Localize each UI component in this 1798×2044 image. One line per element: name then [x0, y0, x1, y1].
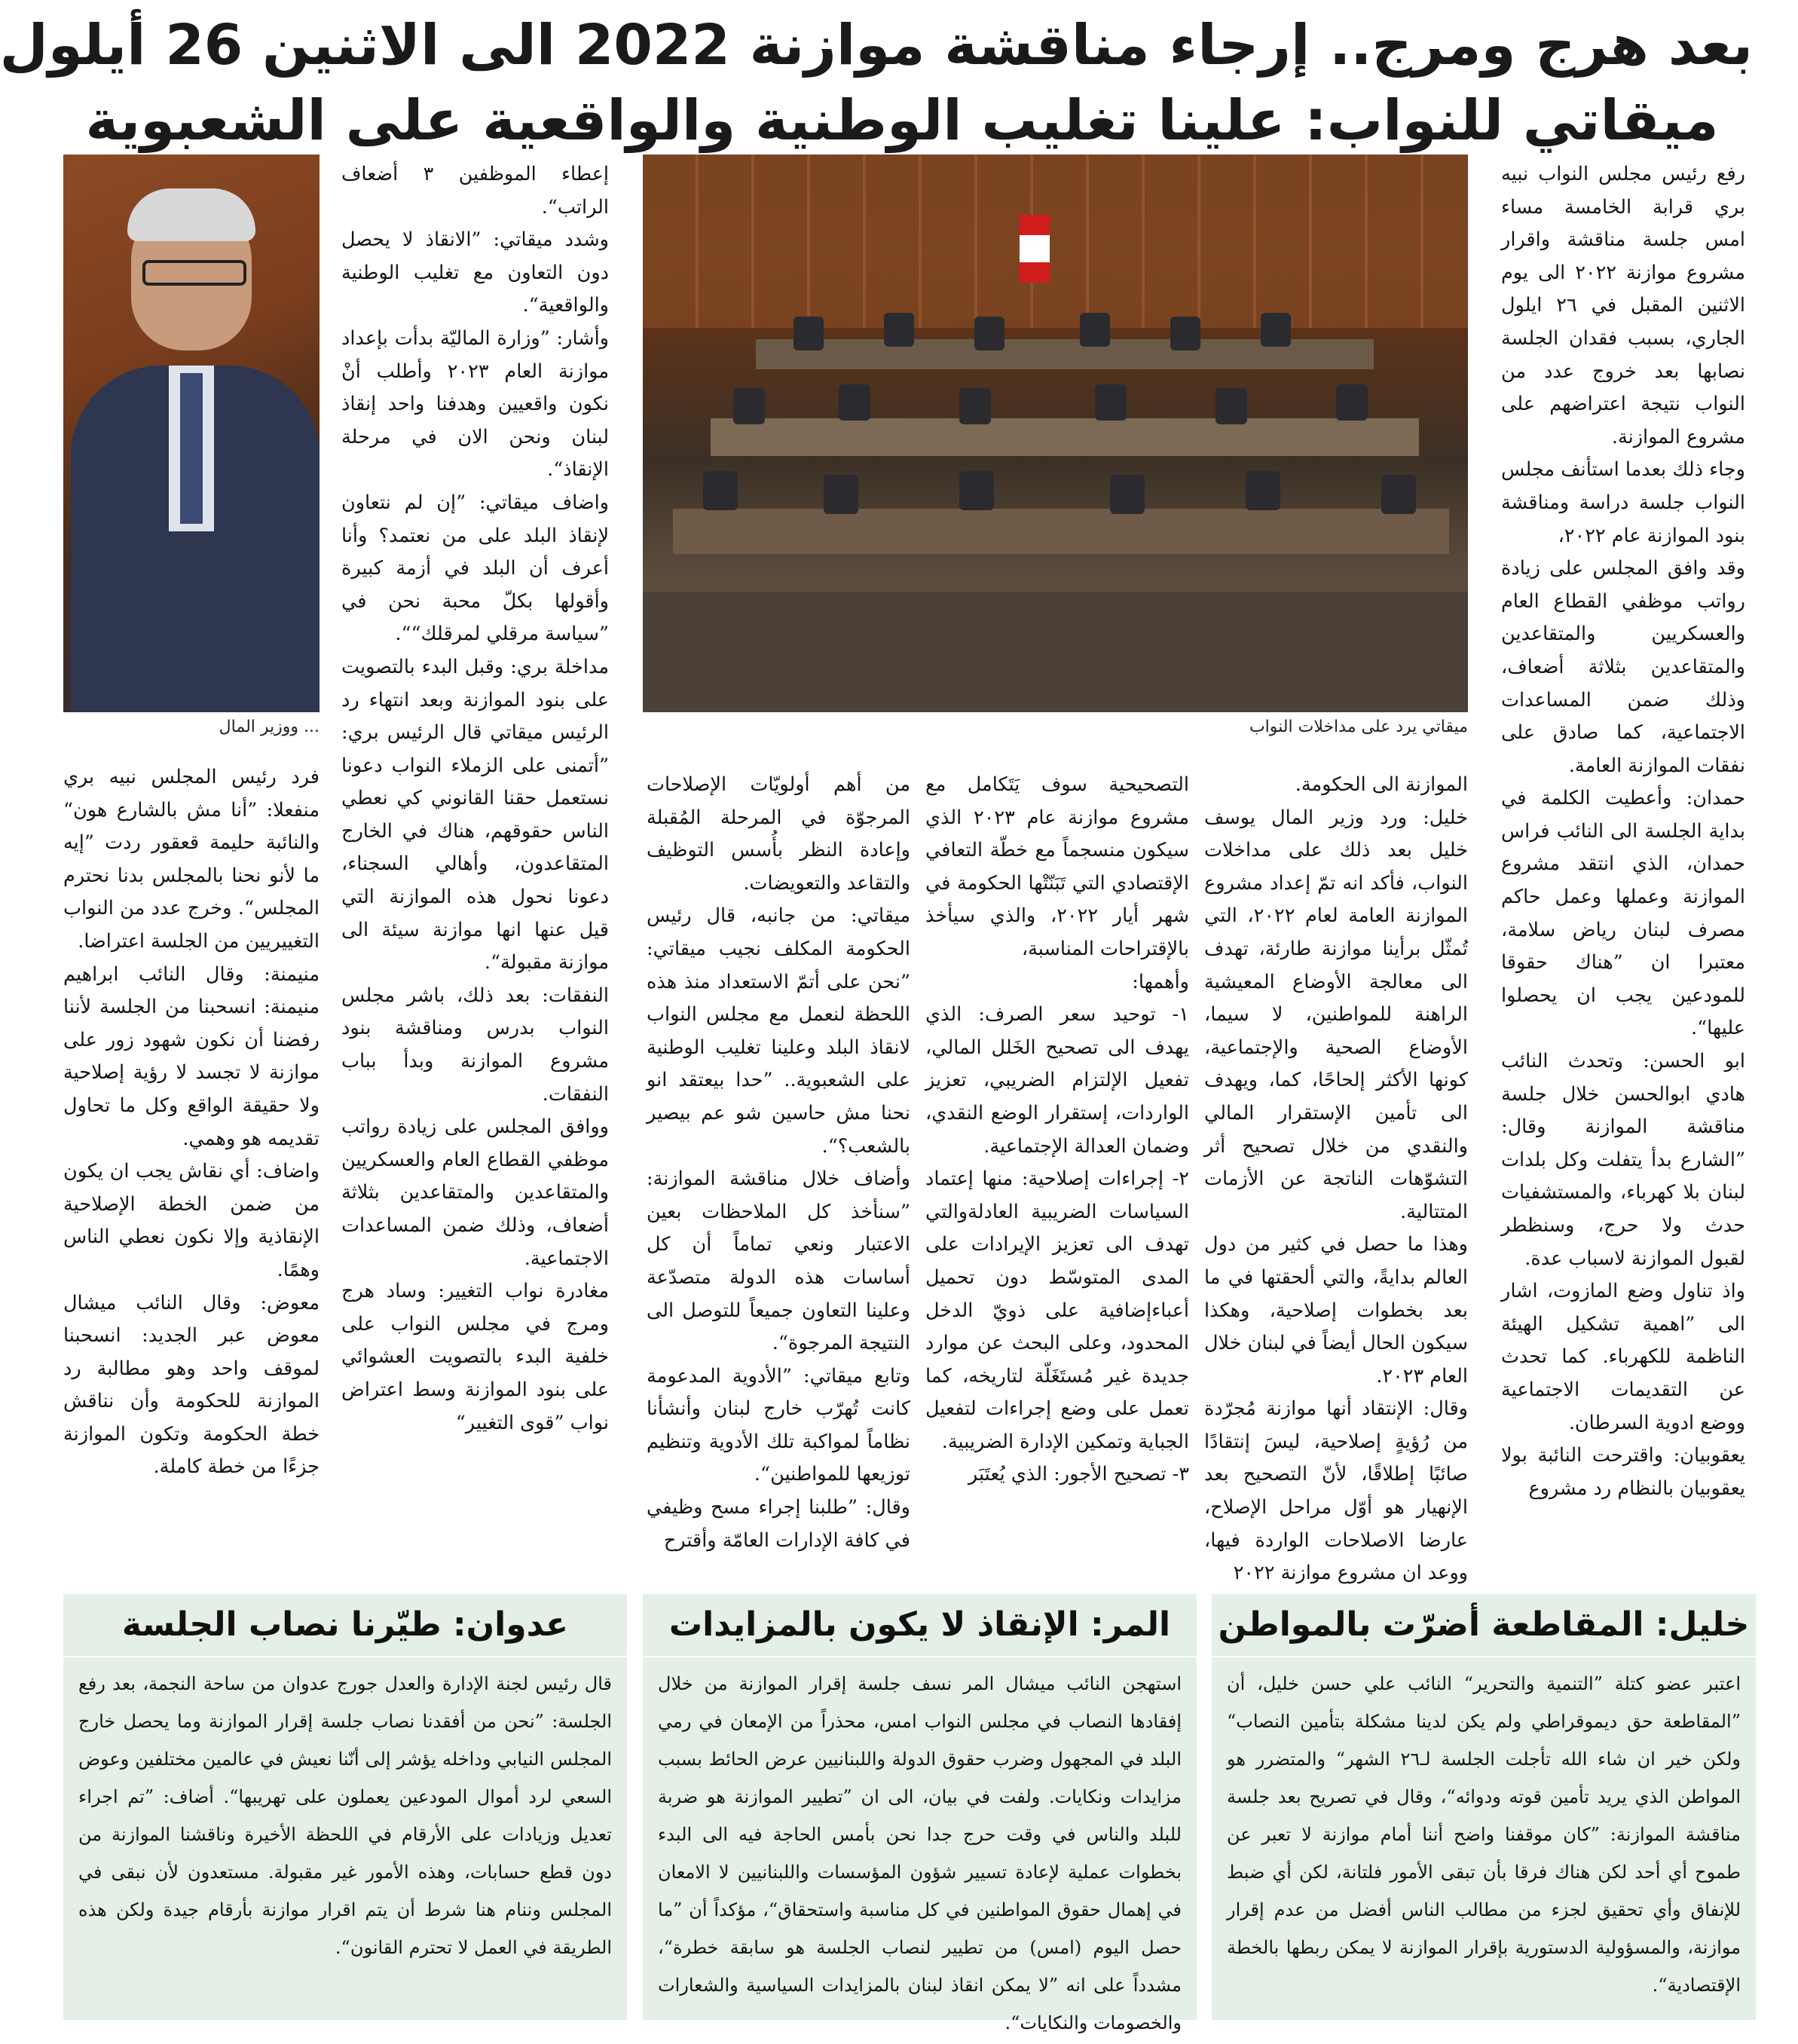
- box-title: خليل: المقاطعة أضرّت بالمواطن: [1212, 1594, 1756, 1657]
- paragraph: النفقات: بعد ذلك، باشر مجلس النواب بدرس ومناقشة بنود مشروع الموازنة وبدأ بباب النفقات.: [341, 984, 609, 1106]
- article-column: [925, 769, 1189, 1590]
- article-column-middle: [341, 158, 609, 1590]
- paragraph: وهذا ما حصل في كثير من دول العالم بدايةً، والتي ألحقتها في ما بعد بخطوات إصلاحية، وهكذا سيكون الحال أيضاً في لبنان خلال العام ٢٠٢٣.: [1204, 1233, 1468, 1388]
- paragraph: خليل: ورد وزير المال يوسف خليل بعد ذلك على مداخلات النواب، فأكد انه تمّ إعداد مشروع الموازنة العامة لعام ٢٠٢٢، التي تُمثّل برأينا موازنة طارئة، تهدف الى معالجة الأوضاع المعيشية الراهنة للمواطنين، لا سيما، الأوضاع الصحية والإجتماعية، كونها الأكثر إلحاحًا، كما، ويهدف الى تأمين الإستقرار المالي والنقدي من خلال تصحيح أثر التشوّهات الناتجة عن الأزمات المتتالية.: [1204, 806, 1469, 1223]
- paragraph: وأضاف خلال مناقشة الموازنة: ”سنأخذ كل الملاحظات بعين الاعتبار ونعي تماماً أن كل أساسات هذه الدولة متصدّعة وعلينا التعاون جميعاً للتوصل الى النتيجة المرجوة“.: [647, 1167, 910, 1355]
- paragraph: إعطاء الموظفين ٣ أضعاف الراتب“.: [341, 163, 609, 219]
- paragraph: يعقوبيان: واقترحت النائبة بولا يعقوبيان بالنظام رد مشروع: [1501, 1444, 1745, 1500]
- paragraph: وتابع ميقاتي: ”الأدوية المدعومة كانت تُهرّب خارج لبنان وأنشأنا نظاماً لمواكبة تلك الأدوية وتنظيم توزيعها للمواطنين“.: [647, 1364, 910, 1486]
- headline-line-1: بعد هرج ومرج.. إرجاء مناقشة موازنة 2022 الى الاثنين 26 أيلول: [0, 13, 1753, 78]
- paragraph: ميقاتي: من جانبه، قال رئيس الحكومة المكلف نجيب ميقاتي: ”نحن على أتمّ الاستعداد منذ هذه اللحظة لنعمل مع مجلس النواب لانقاذ البلد وعلينا تغليب الوطنية على الشعبوية.. ”حدا بيعتقد انو نحنا مش حاسين شو عم بيصير بالشعب؟“.: [647, 904, 910, 1158]
- article-column: [1204, 769, 1468, 1590]
- paragraph: ١- توحيد سعر الصرف: الذي يهدف الى تصحيح الخَلل المالي، تفعيل الإلتزام الضريبي، تعزيز الواردات، إستقرار الوضع النقدي، وضمان العدالة الإجتماعية.: [925, 1003, 1189, 1158]
- sidebar-box-khalil: [1212, 1594, 1756, 2020]
- paragraph: ووافق المجلس على زيادة رواتب موظفي القطاع العام والعسكريين والمتقاعدين والمتقاعدين بثلاثة أضعاف، وذلك ضمن المساعدات الاجتماعية.: [341, 1115, 609, 1270]
- paragraph: واضاف ميقاتي: ”إن لم نتعاون لإنقاذ البلد على من نعتمد؟ وأنا أعرف أن البلد في أزمة كبيرة وأقولها بكلّ محبة نحن في ”سياسة مرقلي لمرقلك““.: [341, 491, 609, 646]
- paragraph: وقال: ”طلبنا إجراء مسح وظيفي في كافة الإدارات العامّة وأقترح: [647, 1496, 910, 1552]
- box-title: المر: الإنقاذ لا يكون بالمزايدات: [643, 1594, 1197, 1657]
- paragraph: حمدان: وأعطيت الكلمة في بداية الجلسة الى النائب فراس حمدان، الذي انتقد مشروع الموازنة وعملها وعمل حاكم مصرف لبنان رياض سلامة، معتبرا ان ”هناك حقوقا للمودعين يجب ان يحصلوا عليها“.: [1501, 787, 1745, 1040]
- sidebar-box-murr: [643, 1594, 1197, 2033]
- paragraph: رفع رئيس مجلس النواب نبيه بري قرابة الخامسة مساء امس جلسة مناقشة واقرار مشروع موازنة ٢٠٢٢ الى يوم الاثنين المقبل في ٢٦ ايلول الجاري، بسبب فقدان الجلسة نصابها بعد خروج عدد من النواب نتيجة اعتراضهم على مشروع الموازنة.: [1501, 163, 1745, 448]
- paragraph: واذ تناول وضع المازوت، اشار الى ”اهمية تشكيل الهيئة الناظمة للكهرباء. كما تحدث عن التقديمات الاجتماعية ووضع ادوية السرطان.: [1501, 1280, 1745, 1434]
- sidebar-box-adwan: [63, 1594, 627, 2020]
- paragraph: فرد رئيس المجلس نبيه بري منفعلا: ”أنا مش بالشارع هون“ والنائبة حليمة قعقور ردت ”إيه ما لأنو نحنا بالمجلس بدنا نحترم المجلس“. وخرج عدد من النواب التغييريين من الجلسة اعتراضا.: [63, 766, 320, 953]
- paragraph: الموازنة الى الحكومة.: [1295, 773, 1468, 796]
- paragraph: معوض: وقال النائب ميشال معوض عبر الجديد: انسحبنا لموقف واحد وهو مطالبة رد الموازنة للحكومة وأن نناقش خطة الحكومة وتكون الموازنة جزءًا من خطة كاملة.: [63, 1291, 320, 1479]
- paragraph: وقد وافق المجلس على زيادة رواتب موظفي القطاع العام والعسكريين والمتقاعدين والمتقاعدين بثلاثة أضعاف، وذلك ضمن المساعدات الاجتماعية، كما صادق على نفقات الموازنة العامة.: [1501, 557, 1745, 777]
- box-text: قال رئيس لجنة الإدارة والعدل جورج عدوان من ساحة النجمة، بعد رفع الجلسة: ”نحن من أفقدنا نصاب جلسة إقرار الموازنة وما يحصل خارج المجلس النيابي وداخله يؤشر إلى أنّنا نعيش في عالمين مختلفين وعوض السعي لرد أموال المودعين يعملون على تهريبها“. أضاف: ”تم اجراء تعديل وزيادات على الأرقام في اللحظة الأخيرة وناقشنا الموازنة من دون قطع حسابات، وهذه الأمور غير مقبولة. مستعدون لأن نبقى في المجلس وننام هنا شرط أن يتم اقرار موازنة بأرقام جيدة ولكن هذه الطريقة في العمل لا تحترم القانون“.: [78, 1673, 613, 1958]
- paragraph: التصحيحية سوف يَتَكامل مع مشروع موازنة عام ٢٠٢٣ الذي سيكون منسجماً مع خطّة التعافي الإقتصادي التي تَبَنّتْها الحكومة في شهر أيار ٢٠٢٢، والذي سيأخذ بالإقتراحات المناسبة،: [925, 773, 1189, 960]
- photo-caption: ميقاتي يرد على مداخلات النواب: [1249, 718, 1468, 736]
- finance-minister-photo: [63, 155, 320, 712]
- paragraph: منيمنة: وقال النائب ابراهيم منيمنة: انسحبنا من الجلسة لأننا رفضنا أن نكون شهود زور على موازنة لا تجسد لا رؤية إصلاحية ولا حقيقة الواقع وكل ما تحاول تقديمه هو وهمي.: [63, 962, 320, 1150]
- paragraph: وشدد ميقاتي: ”الانقاذ لا يحصل دون التعاون مع تغليب الوطنية والواقعية“.: [341, 228, 609, 317]
- paragraph: وجاء ذلك بعدما استأنف مجلس النواب جلسة دراسة ومناقشة بنود الموازنة عام ٢٠٢٢،: [1501, 458, 1745, 547]
- photo-caption: ... ووزير المال: [219, 718, 320, 736]
- headline-line-2: ميقاتي للنواب: علينا تغليب الوطنية والواقعية على الشعبوية: [85, 88, 1719, 153]
- article-column-right: [1501, 158, 1745, 1590]
- box-title: عدوان: طيّرنا نصاب الجلسة: [63, 1594, 627, 1657]
- box-text: اعتبر عضو كتلة ”التنمية والتحرير“ النائب علي حسن خليل، أن ”المقاطعة حق ديموقراطي ولم يكن لدينا مشكلة بتأمين النصاب“ ولكن خير ان شاء الله تأجلت الجلسة لـ٢٦ الشهر“ والمتضرر هو المواطن الذي يريد تأمين قوته ودوائه“، وقال في تصريح بعد جلسة مناقشة الموازنة: ”كان موقفنا واضح أننا أمام موازنة لا تعبر عن طموح أي أحد لكن هناك فرقا بأن تبقى الأمور فلتانة، لكن أي ضبط للإنفاق وأي تحقيق لجزء من مطالب الناس أفضل من عدم إقرار موازنة، والمسؤولية الدستورية بإقرار الموازنة لا يمكن ربطها بالخطة الإقتصادية“.: [1227, 1673, 1741, 1996]
- article-column-left: [63, 761, 320, 1590]
- paragraph: وقال: الإنتقاد أنها موازنة مُجرّدة من رُؤيةٍ إصلاحية، ليسَ إنتقادًا صائبًا إطلاقًا، لأنّ التصحيح بعد الإنهيار هو أوّل مراحل الإصلاح، عارضا الاصلاحات الواردة فيها، ووعد ان مشروع موازنة ٢٠٢٢: [1204, 1397, 1468, 1585]
- paragraph: وأهمها:: [1132, 970, 1189, 993]
- paragraph: من أهم أولويّات الإصلاحات المرجوّة في المرحلة المُقبلة وإعادة النظر بأُسس التوظيف والتقاعد والتعويضات.: [647, 773, 910, 895]
- paragraph: وأشار: ”وزارة الماليّة بدأت بإعداد موازنة العام ٢٠٢٣ وأطلب أنْ نكون واقعيين وهدفنا واحد إنقاذ لبنان ونحن الان في مرحلة الإنقاذ“.: [341, 326, 609, 482]
- parliament-session-photo: [643, 155, 1468, 712]
- paragraph: ٣- تصحيح الأجور: الذي يُعتَبَر: [968, 1463, 1189, 1486]
- article-column: [647, 769, 910, 1590]
- paragraph: ٢- إجراءات إصلاحية: منها إعتماد السياسات الضريبية العادلةوالتي تهدف الى تعزيز الإيرادات على المدى المتوسّط دون تحميل أعباءإضافية على ذويّ الدخل المحدود، وعلى البحث عن موارد جديدة غير مُستَغَلّة لتاريخه، كما تعمل على وضع إجراءات لتفعيل الجباية وتمكين الإدارة الضريبية.: [925, 1167, 1189, 1453]
- paragraph: واضاف: أي نقاش يجب ان يكون من ضمن الخطة الإصلاحية الإنقاذية وإلا نكون نعطي الناس وهمًا.: [63, 1160, 320, 1281]
- box-text: استهجن النائب ميشال المر نسف جلسة إقرار الموازنة من خلال إفقادها النصاب في مجلس النواب امس، محذراً من الإمعان في رمي البلد في المجهول وضرب حقوق الدولة واللبنانيين عرض الحائط بسبب مزايدات ونكايات. ولفت في بيان، الى ان ”تطيير الموازنة هو ضربة للبلد والناس في وقت حرج جدا نحن بأمس الحاجة فيه الى البدء بخطوات عملية لإعادة تسيير شؤون المؤسسات واللبنانيين لا الامعان في إهمال حقوق المواطنين في كل مناسبة واستحقاق“، مؤكداً أن ”ما حصل اليوم (امس) من تطيير لنصاب الجلسة هو سابقة خطرة“، مشدداً على انه ”لا يمكن انقاذ لبنان بالمزايدات السياسية والشعارات والخصومات والنكايات“.: [658, 1673, 1182, 2033]
- paragraph: مداخلة بري: وقبل البدء بالتصويت على بنود الموازنة وبعد انتهاء رد الرئيس ميقاتي قال الرئيس بري: ”أتمنى على الزملاء النواب دعونا نستعمل حقنا القانوني كي نعطي الناس حقوقهم، هناك في الخارج المتقاعدون، وأهالي السجناء، دعونا نحول هذه الموازنة التي قيل عنها انها موازنة سيئة الى موازنة مقبولة“.: [341, 655, 609, 975]
- paragraph: مغادرة نواب التغيير: وساد هرج ومرج في مجلس النواب على خلفية البدء بالتصويت العشوائي على بنود الموازنة وسط اعتراض نواب ”قوى التغيير“: [341, 1280, 609, 1434]
- paragraph: ابو الحسن: وتحدث النائب هادي ابوالحسن خلال جلسة مناقشة الموازنة وقال: ”الشارع بدأ يتفلت وكل بلدات لبنان بلا كهرباء، والمستشفيات حدث ولا حرج، وسنظطر لقبول الموازنة لاسباب عدة.: [1501, 1050, 1745, 1270]
